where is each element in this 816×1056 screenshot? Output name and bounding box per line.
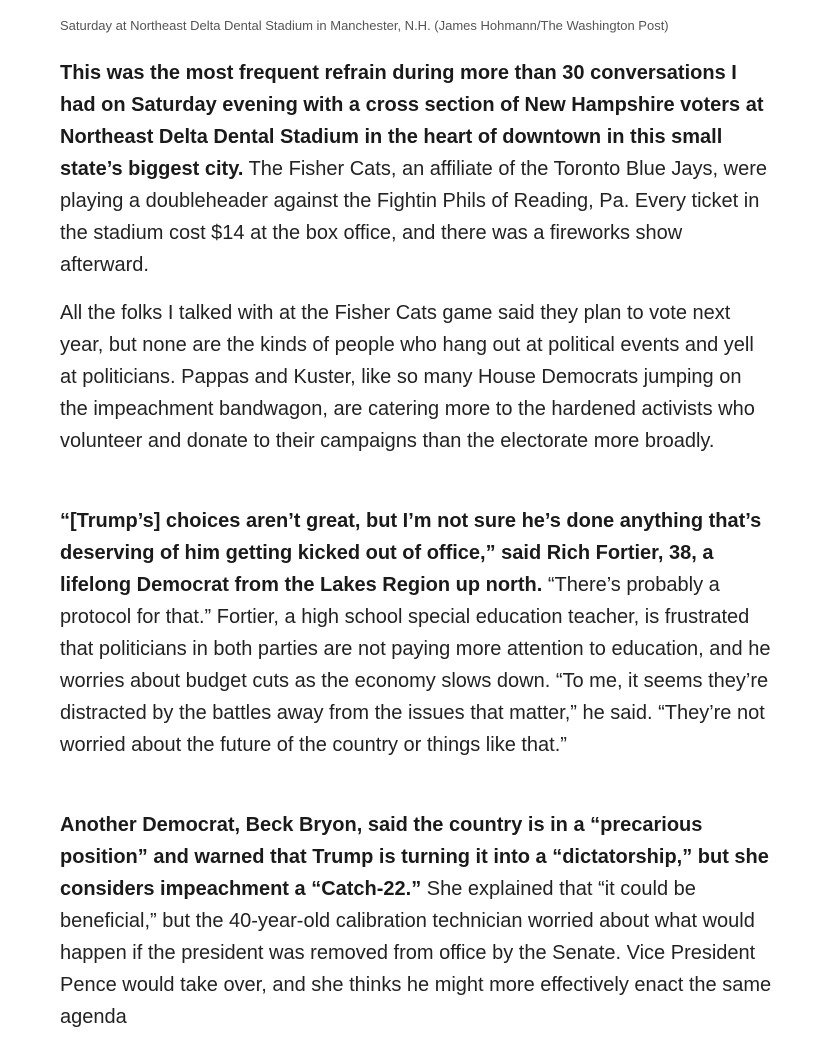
photo-caption: Saturday at Northeast Delta Dental Stadium in Manchester, N.H. (James Hohmann/The Washington Post)	[60, 18, 669, 33]
paragraph-text: All the folks I talked with at the Fisher Cats game said they plan to vote next year, but none are the kinds of people who hang out at political events and yell at politicians. Pappas and Kuster, like so many House Democrats jumping on the impeachment bandwagon, are catering more to the hardened activists who volunteer and donate to their campaigns than the electorate more broadly.	[60, 302, 755, 452]
paragraph-text: The Fisher Cats, an affiliate of the Toronto Blue Jays, were playing a doubleheader against the Fightin Phils of Reading, Pa. Every ticket in the stadium cost $14 at the box office, and there was a fireworks show afterward.	[60, 158, 768, 276]
paragraph-lead-bold: This was the most frequent refrain during more than 30 conversations I had on Saturday evening with a cross section of New Hampshire voters at Northeast Delta Dental Stadium in the heart of downtown in this small state’s biggest city.	[60, 62, 764, 180]
paragraph-fortier	[60, 505, 772, 761]
paragraph-folks	[60, 297, 772, 457]
paragraph-refrain	[60, 57, 772, 281]
paragraph-text: “There’s probably a protocol for that.” Fortier, a high school special education teacher, is frustrated that politicians in both parties are not paying more attention to education, and he worries about budget cuts as the economy slows down. “To me, it seems they’re distracted by the battles away from the issues that matter,” he said. “They’re not worried about the future of the country or things like that.”	[60, 574, 771, 756]
paragraph-bryon	[60, 809, 772, 1033]
paragraph-text: She explained that “it could be beneficial,” but the 40-year-old calibration technician worried about what would happen if the president was removed from office by the Senate. Vice President Pence would take over, and she thinks he might more effectively enact the same agenda	[60, 878, 772, 1028]
paragraph-lead-bold: Another Democrat, Beck Bryon, said the country is in a “precarious position” and warned that Trump is turning it into a “dictatorship,” but she considers impeachment a “Catch-22.”	[60, 814, 769, 900]
paragraph-lead-bold: “[Trump’s] choices aren’t great, but I’m not sure he’s done anything that’s deserving of him getting kicked out of office,” said Rich Fortier, 38, a lifelong Democrat from the Lakes Region up north.	[60, 510, 762, 596]
